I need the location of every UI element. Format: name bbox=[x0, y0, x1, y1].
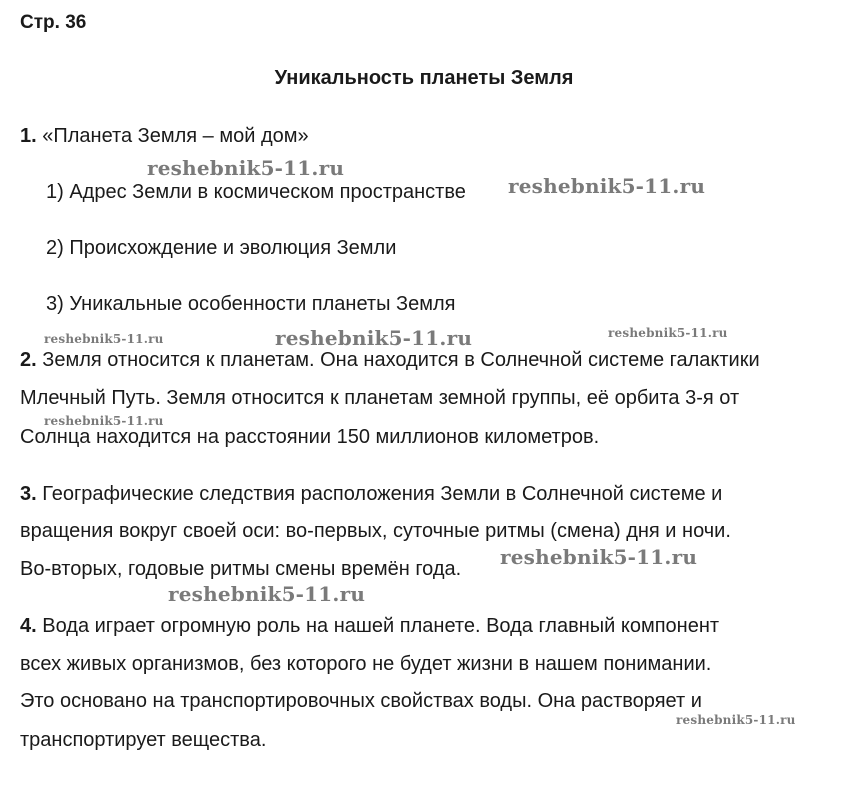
watermark: reshebnik5-11.ru bbox=[608, 326, 728, 340]
task-3-number: 3. bbox=[20, 483, 37, 505]
task-4-text-1: Вода играет огромную роль на нашей планете. Вода главный компонент bbox=[42, 615, 720, 637]
page-label: Стр. 36 bbox=[20, 12, 87, 33]
task-2-line-2: Млечный Путь. Земля относится к планетам земной группы, её орбита 3-я от bbox=[20, 387, 740, 409]
task-2-text-1: Земля относится к планетам. Она находится в Солнечной системе галактики bbox=[42, 349, 760, 371]
page-title: Уникальность планеты Земля bbox=[274, 67, 574, 89]
watermark: reshebnik5-11.ru bbox=[147, 156, 345, 180]
task-1-item-1: 1) Адрес Земли в космическом пространстве bbox=[46, 181, 466, 203]
task-3-text-1: Географические следствия расположения Земли в Солнечной системе и bbox=[42, 483, 723, 505]
watermark: reshebnik5-11.ru bbox=[676, 713, 796, 727]
task-4-line-3: Это основано на транспортировочных свойствах воды. Она растворяет и bbox=[20, 690, 702, 712]
task-4-line-4: транспортирует вещества. bbox=[20, 729, 267, 751]
task-4-number: 4. bbox=[20, 615, 37, 637]
task-4-line-2: всех живых организмов, без которого не будет жизни в нашем понимании. bbox=[20, 653, 712, 675]
watermark: reshebnik5-11.ru bbox=[508, 174, 706, 198]
task-2-line-3: Солнца находится на расстоянии 150 миллионов километров. bbox=[20, 426, 600, 448]
task-4-line-1 bbox=[20, 614, 719, 638]
task-3-line-2: вращения вокруг своей оси: во-первых, суточные ритмы (смена) дня и ночи. bbox=[20, 520, 731, 542]
task-1-number: 1. bbox=[20, 125, 37, 147]
task-2-line-1 bbox=[20, 348, 760, 372]
watermark: reshebnik5-11.ru bbox=[44, 332, 164, 346]
task-2-number: 2. bbox=[20, 349, 37, 371]
watermark: reshebnik5-11.ru bbox=[168, 582, 366, 606]
task-1-item-3: 3) Уникальные особенности планеты Земля bbox=[46, 293, 456, 315]
task-1-item-2: 2) Происхождение и эволюция Земли bbox=[46, 237, 397, 259]
task-1-heading: «Планета Земля – мой дом» bbox=[42, 125, 309, 147]
task-3-line-1 bbox=[20, 482, 722, 506]
task-3-line-3: Во-вторых, годовые ритмы смены времён года. bbox=[20, 558, 462, 580]
task-1-heading-line bbox=[20, 124, 309, 148]
watermark: reshebnik5-11.ru bbox=[500, 545, 698, 569]
watermark: reshebnik5-11.ru bbox=[275, 326, 473, 350]
watermark: reshebnik5-11.ru bbox=[44, 414, 164, 428]
